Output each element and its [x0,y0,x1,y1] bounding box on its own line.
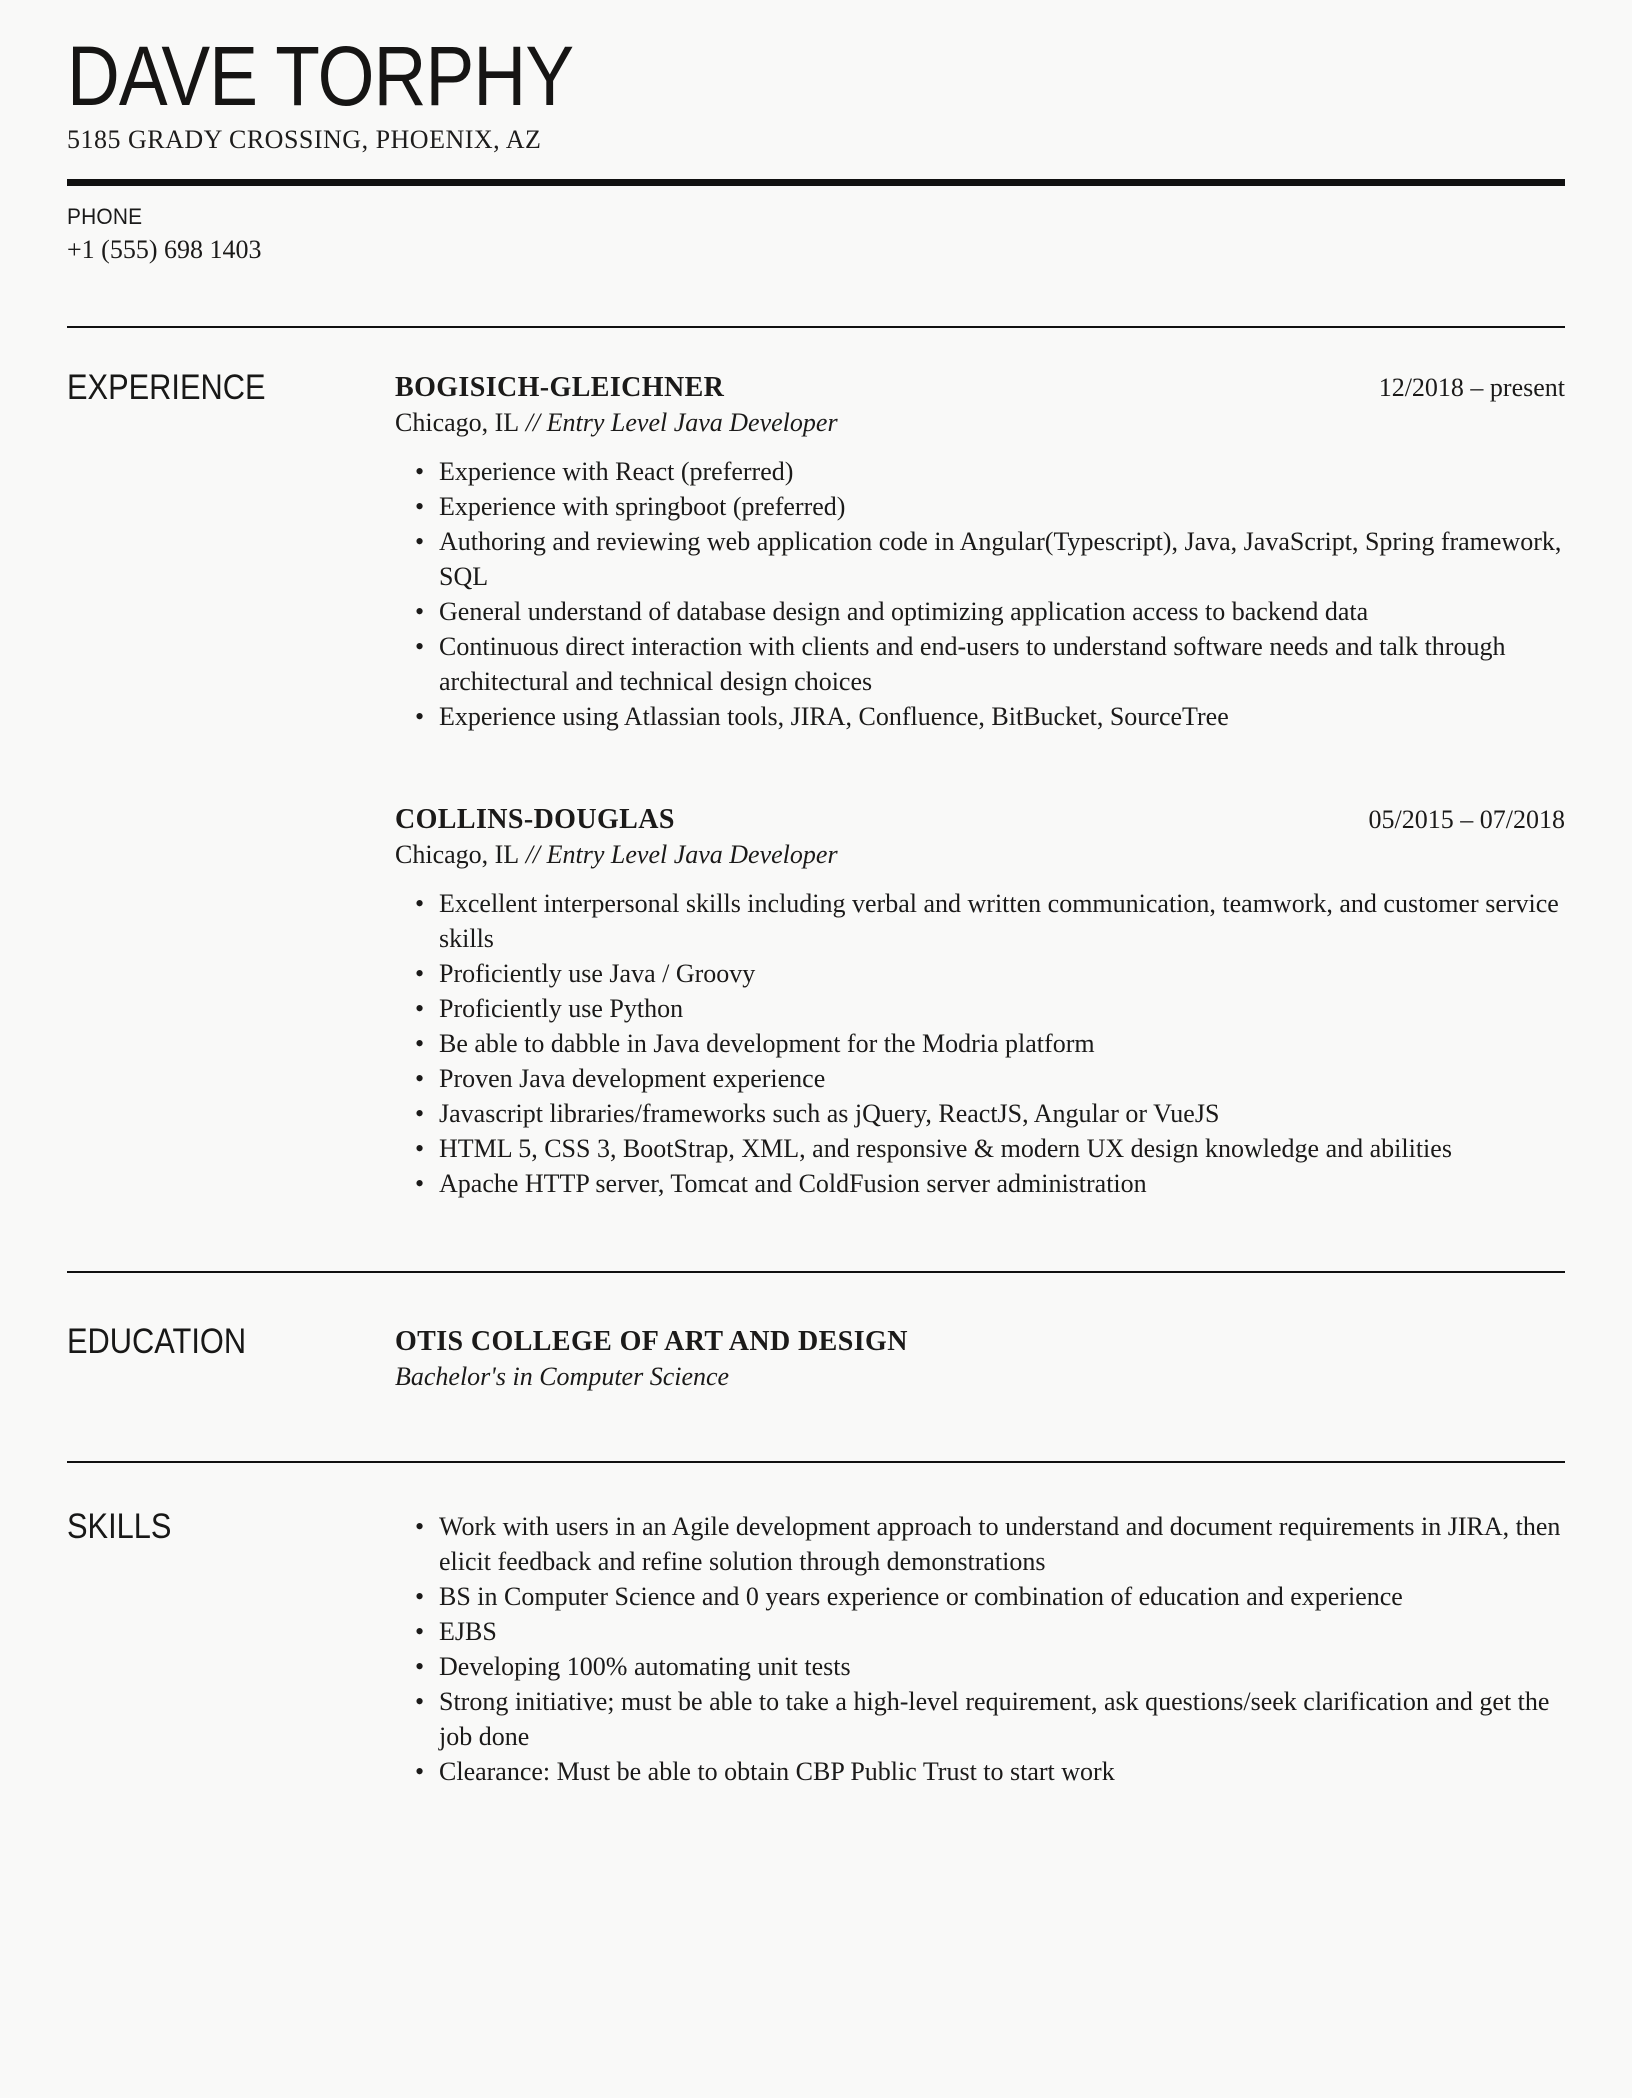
list-item: • Continuous direct interaction with clients and end-users to understand software needs and talk through architectural and technical design choices [395,629,1565,699]
job-role: // Entry Level Java Developer [525,840,838,869]
resume-header [67,29,1565,328]
job-header [395,802,1565,837]
list-item: • Experience using Atlassian tools, JIRA, Confluence, BitBucket, SourceTree [395,699,1565,734]
list-item: • Proven Java development experience [395,1061,1565,1096]
list-item: • Work with users in an Agile development approach to understand and document requirements in JIRA, then elicit feedback and refine solution through demonstrations [395,1509,1565,1579]
job-subtitle [395,837,1565,872]
section-divider [67,1271,1565,1273]
list-item: • Excellent interpersonal skills including verbal and written communication, teamwork, and customer service skills [395,886,1565,956]
education-school: OTIS COLLEGE OF ART AND DESIGN [395,1326,908,1357]
list-item: • BS in Computer Science and 0 years experience or combination of education and experience [395,1579,1565,1614]
job-header [395,370,1565,405]
experience-content [395,370,1565,1201]
job-entry [395,802,1565,1201]
education-content [395,1324,1565,1394]
job-bullet-list [395,886,1565,1201]
skills-section [67,1509,1565,1789]
education-section [67,1324,1565,1394]
list-item: • HTML 5, CSS 3, BootStrap, XML, and responsive & modern UX design knowledge and abilities [395,1131,1565,1166]
skills-bullet-list [395,1509,1565,1789]
header-divider [67,179,1565,186]
education-section-label: EDUCATION [67,1322,247,1361]
experience-section-label: EXPERIENCE [67,368,266,407]
phone-label: PHONE [67,204,143,229]
experience-section [67,370,1565,1201]
section-divider [67,1461,1565,1463]
list-item: • EJBS [395,1614,1565,1649]
phone-number: +1 (555) 698 1403 [67,235,262,264]
section-divider [67,326,1565,328]
job-location: Chicago, IL [395,408,520,437]
person-name: DAVE TORPHY [67,29,574,123]
list-item: • Experience with React (preferred) [395,454,1565,489]
job-subtitle [395,405,1565,440]
job-company: COLLINS-DOUGLAS [395,804,675,835]
list-item: • Be able to dabble in Java development for the Modria platform [395,1026,1565,1061]
list-item: • Strong initiative; must be able to take a high-level requirement, ask questions/seek clarification and get the job done [395,1684,1565,1754]
job-entry [395,370,1565,734]
list-item: • Javascript libraries/frameworks such as jQuery, ReactJS, Angular or VueJS [395,1096,1565,1131]
education-degree: Bachelor's in Computer Science [395,1362,730,1391]
list-item: • Experience with springboot (preferred) [395,489,1565,524]
job-bullet-list [395,454,1565,734]
job-dates: 05/2015 – 07/2018 [1368,805,1565,834]
job-dates: 12/2018 – present [1378,373,1565,402]
list-item: • Clearance: Must be able to obtain CBP Public Trust to start work [395,1754,1565,1789]
list-item: • Developing 100% automating unit tests [395,1649,1565,1684]
skills-content [395,1509,1565,1789]
job-location: Chicago, IL [395,840,520,869]
job-role: // Entry Level Java Developer [525,408,838,437]
list-item: • Proficiently use Java / Groovy [395,956,1565,991]
person-address: 5185 GRADY CROSSING, PHOENIX, AZ [67,125,542,154]
list-item: • General understand of database design and optimizing application access to backend data [395,594,1565,629]
job-company: BOGISICH-GLEICHNER [395,372,725,403]
skills-section-label: SKILLS [67,1507,172,1546]
list-item: • Apache HTTP server, Tomcat and ColdFusion server administration [395,1166,1565,1201]
list-item: • Authoring and reviewing web application code in Angular(Typescript), Java, JavaScript, Spring framework, SQL [395,524,1565,594]
list-item: • Proficiently use Python [395,991,1565,1026]
